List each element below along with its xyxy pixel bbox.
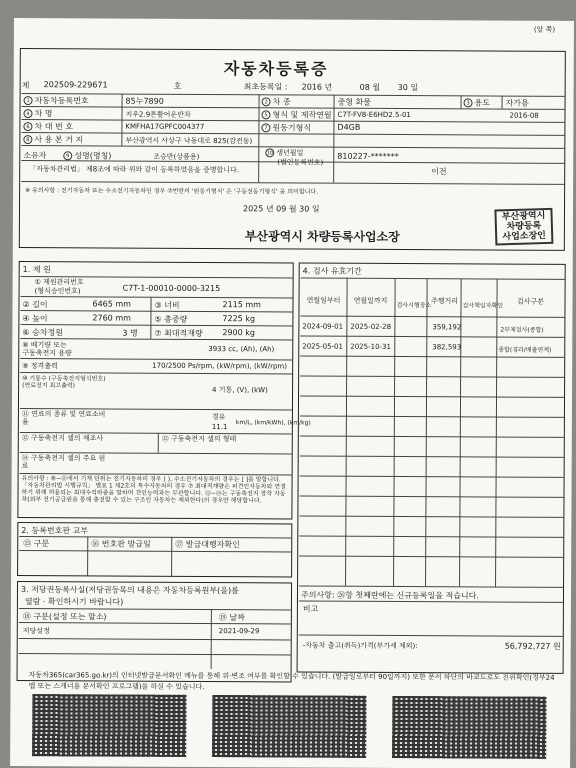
footnote: ※ 유의사항 : 전기자동차 또는 수소전기자동차인 경우 ⑦번란의 '원동기형식' 은 '구동전동기형식' 을 의미합니다. xyxy=(25,187,319,196)
reg-number: 85누7890 xyxy=(125,96,164,106)
doc-number-suffix: 호 xyxy=(173,81,182,91)
cylinders: 4 기통, (V), (kW) xyxy=(212,386,268,395)
insp-row1-mileage: 359,192 xyxy=(432,323,462,332)
battery-use-label: ⑭ 구동축전지 셀의 주요 원료 xyxy=(21,454,106,471)
battery-maker-label: ⑫ 구동축전지 셀의 제조사 xyxy=(21,434,104,443)
insp-row2-to: 2025-10-31 xyxy=(350,342,391,351)
remarks-label: 비고 xyxy=(302,604,319,614)
approval-no-label: ① 제원관리번호 xyxy=(34,278,84,287)
circle-num-icon: 9 xyxy=(63,151,72,160)
displacement-label: ⑧ 배기량 또는 xyxy=(22,341,67,350)
cylinders-label: ⑩ 기통수 (구동축전지형식번호) (연료전지 최고출력) xyxy=(22,375,106,390)
vin: KMFHA17GPFC004377 xyxy=(125,122,205,131)
plate-col-confirm: ⑰ 발급대행자확인 xyxy=(175,539,240,550)
price: 56,792,727 원 xyxy=(504,641,561,651)
usage: 자가용 xyxy=(505,98,529,108)
barcode-2 xyxy=(212,695,366,758)
doc-number-label: 제 xyxy=(21,81,30,91)
owner-name: 조승만(상품용) xyxy=(153,152,200,161)
owner-name-label: 성명(명칭) xyxy=(74,151,112,161)
base-location-label: 사 용 본 거 지 xyxy=(34,135,84,145)
price-label: -자동차 출고(취득)가격(부가세 제외): xyxy=(302,641,418,651)
specs-heading: 1. 제 원 xyxy=(22,265,51,275)
max-load: 2900 kg xyxy=(222,328,256,338)
engine-type-label: 원동기형식 xyxy=(272,123,312,133)
length-label: ② 길이 xyxy=(22,300,48,310)
model-date: 2016-08 xyxy=(509,111,539,120)
insp-col-mileage: 주행거리 xyxy=(430,297,459,306)
inspection-heading: 4. 검사 유효기간 xyxy=(302,266,362,276)
insp-col-from: 연월일부터 xyxy=(306,296,341,305)
caution-label: 주의사항: ㉖항 첫째란에는 신규등록일을 적습니다. xyxy=(300,590,479,601)
plate-col-date: ⑯ 번호판 발급일 xyxy=(91,539,151,549)
insp-row2-type: 종합(경과/배출연계) xyxy=(498,346,552,354)
transfer-note: 이전 xyxy=(431,167,447,177)
max-load-label: ⑦ 최대적재량 xyxy=(154,328,203,338)
first-reg-month: 08 월 xyxy=(359,82,381,92)
insp-row2-from: 2025-05-01 xyxy=(302,342,343,351)
plate-heading: 2. 등록번호판 교부 xyxy=(21,526,89,536)
mortgage-heading: 3. 저당권등록사실(저당권등록의 내용은 자동차등록원부(을)를 xyxy=(20,585,239,596)
barcode-1 xyxy=(32,694,186,757)
mortgage-date: 2021-09-29 xyxy=(218,627,260,636)
circle-num-icon: 8 xyxy=(23,135,32,144)
battery-type-label: ⑬ 구동축전지 셀의 형태 xyxy=(161,434,237,444)
vehicle-type: 중형 화물 xyxy=(337,97,372,107)
seats: 3 명 xyxy=(122,328,138,338)
owner-id: 810227-******* xyxy=(337,151,399,162)
specs-note: 유의사항 : ⑧~⑪에서 기재 단위는 전기자동차의 경우 ( ), 수소전기자동차의 경우는 [ ]를 말합니다. 「자동차관리법 시행규칙」 별표 1 제2호의 특수자동차의 경우 ⑦ 최대적재량은 피견인자동차와 연결하기 위해 허용되는 최대수직하중을 말하며 견인능력과는 무관합니다. ⑫~⑭는 구동축전지 장착 자동차(외부 전기공급원을 통해 충전할 수 있는 구조인 자동차는 제외한다)의 경우만 해당합니다. xyxy=(21,475,286,505)
height-label: ④ 높이 xyxy=(22,314,48,324)
form-note: (앞 쪽) xyxy=(533,25,556,34)
insp-row1-type: 2부제검사(종합) xyxy=(500,326,544,334)
insp-row1-to: 2025-02-28 xyxy=(350,322,392,331)
vehicle-type-label: 차 종 xyxy=(272,97,291,107)
model: 지우2.9톤활어운반차 xyxy=(125,110,191,119)
insp-row1-from: 2024-09-01 xyxy=(302,322,344,331)
circle-num-icon: 4 xyxy=(23,109,32,118)
circle-num-icon: 1 xyxy=(24,96,33,105)
mortgage-subheading: 열람 · 확인하시기 바랍니다) xyxy=(24,597,124,607)
fuel-efficiency: 11.1 xyxy=(211,423,228,432)
engine-type: D4GB xyxy=(337,122,361,132)
displacement-label-2: 구동축전지 용량 xyxy=(22,349,72,358)
length: 6465 mm xyxy=(92,299,132,309)
circle-num-icon: 7 xyxy=(261,123,270,132)
doc-number: 202509-229671 xyxy=(43,80,108,90)
vin-label: 차 대 번 호 xyxy=(34,122,74,132)
displacement: 3933 cc, (Ah), (Ah) xyxy=(208,345,275,354)
height: 2760 mm xyxy=(92,313,131,323)
fuel-unit: km/L, (km/kWh), (km/kg) xyxy=(235,419,311,427)
model-code: C7T-FV8-E6HD2.5-01 xyxy=(337,110,411,120)
insp-col-place: 검사시행장소 xyxy=(396,302,432,310)
issuer: 부산광역시 차량등록사업소장 xyxy=(244,229,400,245)
insp-row2-mileage: 382,593 xyxy=(432,343,462,352)
issue-date: 2025 년 09 월 30 일 xyxy=(242,204,320,214)
model-year-label: 형식 및 제작연월 xyxy=(272,110,332,120)
approval-no-label-2: (형식승인번호) xyxy=(34,287,81,296)
rated-output: 170/2500 Ps/rpm, (kW/rpm), (kW/rpm) xyxy=(152,361,287,371)
first-reg-day: 30 일 xyxy=(397,83,419,93)
model-label: 차 명 xyxy=(34,109,53,119)
fuel-label: ⑪ 연료의 종류 및 연료소비율 xyxy=(21,410,106,427)
seats-label: ⑥ 승차정원 xyxy=(22,328,64,338)
rated-output-label: ⑨ 정격출력 xyxy=(22,362,58,371)
official-seal: 부산광역시 차량등록 사업소장인 xyxy=(494,208,553,246)
first-reg-year: 2016 년 xyxy=(301,82,333,92)
circle-num-icon: 5 xyxy=(261,110,270,119)
mortgage-col-type: ⑱ 구분(설정 또는 말소) xyxy=(22,612,107,622)
document-title: 자동차등록증 xyxy=(223,59,329,79)
plate-col-type: ⑮ 구분 xyxy=(23,539,50,549)
width-label: ③ 너비 xyxy=(154,300,180,310)
circle-num-icon: 2 xyxy=(262,97,271,106)
mortgage-col-date: ⑲ 날짜 xyxy=(218,613,245,623)
approval-no: C7T-1-00010-0000-3215 xyxy=(122,283,221,294)
barcode-3 xyxy=(392,696,546,759)
insp-col-officer: 검사책임자확인 xyxy=(462,302,504,310)
fuel-mode: 경유 xyxy=(211,413,226,422)
base-location: 부산광역시 사상구 낙동대로 825(감전동) xyxy=(125,136,253,146)
mortgage-type: 저당설정 xyxy=(22,627,50,636)
registration-certificate xyxy=(10,18,574,768)
circle-num-icon: 6 xyxy=(23,122,32,131)
first-reg-label: 최초등록일 : xyxy=(243,82,288,92)
total-weight: 7225 kg xyxy=(222,314,256,324)
circle-num-icon: 3 xyxy=(464,98,473,107)
owner-label: 소유자 xyxy=(23,151,47,161)
total-weight-label: ⑤ 총중량 xyxy=(154,314,188,324)
insp-col-type: 검사구분 xyxy=(516,297,545,306)
insp-col-to: 연월일까지 xyxy=(353,296,388,305)
reg-number-label: 자동차등록번호 xyxy=(34,96,89,106)
verification-note: 자동차365(car365.go.kr)의 인터넷발급문서확인 메뉴를 통해 위·변조 여부를 확인할 수 있습니다. (발급일로부터 90일까지) 또한 문서 하단의 바코드로도 진위확인(정부24 앱 또는 스캐너용 문서확인 프로그램)을 하실 수 있습니다. xyxy=(28,671,555,692)
legal-note: 「자동차관리법」 제8조에 따라 위와 같이 등록하였음을 증명합니다. xyxy=(29,165,240,175)
birth-label-2: (법인등록번호) xyxy=(277,158,324,167)
width: 2115 mm xyxy=(222,300,262,310)
usage-label: 용도 xyxy=(474,98,491,108)
circle-num-icon: 10 xyxy=(265,148,274,157)
birth-label: 생년월일 xyxy=(276,148,304,158)
